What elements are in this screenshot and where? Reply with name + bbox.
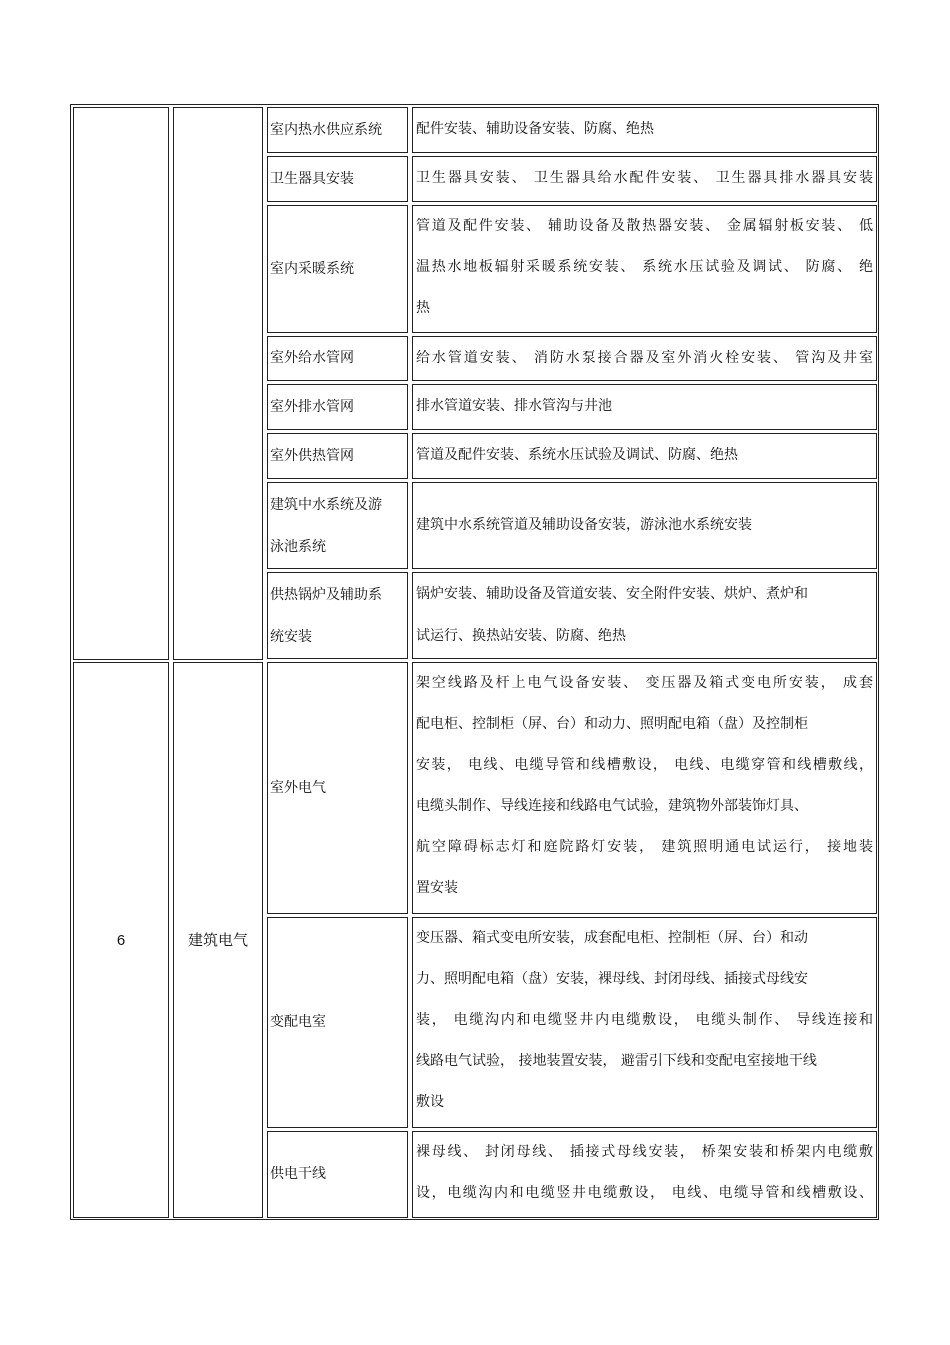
sub-division-cell	[267, 336, 408, 381]
item-content-line: 架空线路及杆上电气设备安装、 变压器及箱式变电所安装， 成套	[416, 675, 873, 691]
item-content-line: 安装， 电线、电缆导管和线槽敷设， 电线、电缆穿管和线槽敷线，	[416, 757, 873, 773]
item-content-cell	[412, 107, 877, 153]
sub-division-cell	[267, 572, 408, 659]
item-content-line: 装， 电缆沟内和电缆竖井内电缆敷设， 电缆头制作、 导线连接和	[416, 1012, 873, 1028]
sub-division-name: 供热锅炉及辅助系	[270, 586, 382, 603]
item-content-cell	[412, 336, 877, 381]
item-content-line: 卫生器具安装、 卫生器具给水配件安装、 卫生器具排水器具安装	[416, 170, 873, 186]
item-content-cell	[412, 662, 877, 914]
sub-division-cell	[267, 433, 408, 479]
item-content-line: 变压器、箱式变电所安装，成套配电柜、控制柜（屏、台）和动	[416, 930, 808, 946]
item-content-line: 给水管道安装、 消防水泵接合器及室外消火栓安装、 管沟及井室	[416, 350, 873, 366]
item-content-line: 力、照明配电箱（盘）安装，裸母线、封闭母线、插接式母线安	[416, 971, 808, 987]
item-content-line: 热	[416, 300, 430, 316]
item-content-cell	[412, 205, 877, 333]
item-content-cell	[412, 572, 877, 659]
item-content-line: 温热水地板辐射采暖系统安装、 系统水压试验及调试、 防腐、 绝	[416, 259, 873, 275]
group-number-cell	[73, 662, 169, 1218]
group-name: 建筑电气	[187, 930, 248, 949]
sub-division-name: 变配电室	[270, 1014, 326, 1030]
sub-division-cell	[267, 384, 408, 430]
item-content-cell	[412, 1131, 877, 1218]
item-content-cell	[412, 384, 877, 430]
sub-division-cell	[267, 482, 408, 569]
sub-division-name: 泳池系统	[270, 538, 326, 555]
sub-division-name: 室内热水供应系统	[270, 121, 382, 138]
item-content-cell	[412, 482, 877, 569]
sub-division-cell	[267, 917, 408, 1128]
item-content-line: 设，电缆沟内和电缆竖井电缆敷设， 电线、电缆导管和线槽敷设、	[416, 1185, 873, 1201]
item-content-line: 配电柜、控制柜（屏、台）和动力、照明配电箱（盘）及控制柜	[416, 716, 808, 732]
item-content-line: 电缆头制作、导线连接和线路电气试验，建筑物外部装饰灯具、	[416, 798, 808, 814]
item-content-cell	[412, 156, 877, 202]
item-content-line: 管道及配件安装、 辅助设备及散热器安装、 金属辐射板安装、 低	[416, 218, 873, 234]
item-content-line: 建筑中水系统管道及辅助设备安装，游泳池水系统安装	[416, 517, 752, 533]
project-division-table	[70, 104, 879, 1220]
item-content-line: 裸母线、 封闭母线、 插接式母线安装， 桥架安装和桥架内电缆敷	[416, 1144, 873, 1160]
item-content-line: 线路电气试验， 接地装置安装， 避雷引下线和变配电室接地干线	[416, 1053, 817, 1069]
sub-division-name: 室外排水管网	[270, 398, 354, 415]
sub-division-name: 统安装	[270, 628, 312, 645]
sub-division-name: 室外电气	[270, 779, 326, 796]
item-content-line: 试运行、换热站安装、防腐、绝热	[416, 628, 626, 644]
sub-division-cell	[267, 205, 408, 333]
sub-division-cell	[267, 662, 408, 914]
sub-division-name: 室外给水管网	[270, 350, 354, 366]
item-content-line: 锅炉安装、辅助设备及管道安装、安全附件安装、烘炉、煮炉和	[416, 586, 808, 602]
item-content-cell	[412, 917, 877, 1128]
group-name-cell	[173, 662, 263, 1218]
item-content-line: 管道及配件安装、系统水压试验及调试、防腐、绝热	[416, 447, 738, 463]
item-content-line: 排水管道安装、排水管沟与井池	[416, 398, 612, 414]
item-content-cell	[412, 433, 877, 479]
sub-division-name: 卫生器具安装	[270, 170, 354, 187]
sub-division-name: 建筑中水系统及游	[270, 496, 382, 513]
sub-division-name: 室内采暖系统	[270, 260, 354, 277]
sub-division-cell	[267, 1131, 408, 1218]
item-content-line: 航空障碍标志灯和庭院路灯安装， 建筑照明通电试运行， 接地装	[416, 839, 873, 855]
sub-division-cell	[267, 156, 408, 202]
sub-division-cell	[267, 107, 408, 153]
sub-division-name: 室外供热管网	[270, 447, 354, 464]
sub-division-name: 供电干线	[270, 1166, 326, 1182]
item-content-line: 置安装	[416, 880, 458, 896]
item-content-line: 配件安装、辅助设备安装、防腐、绝热	[416, 121, 654, 137]
group-number-cell-empty	[73, 107, 169, 660]
group-name-cell-empty	[173, 107, 263, 660]
group-number: 6	[116, 931, 126, 949]
item-content-line: 敷设	[416, 1094, 444, 1110]
